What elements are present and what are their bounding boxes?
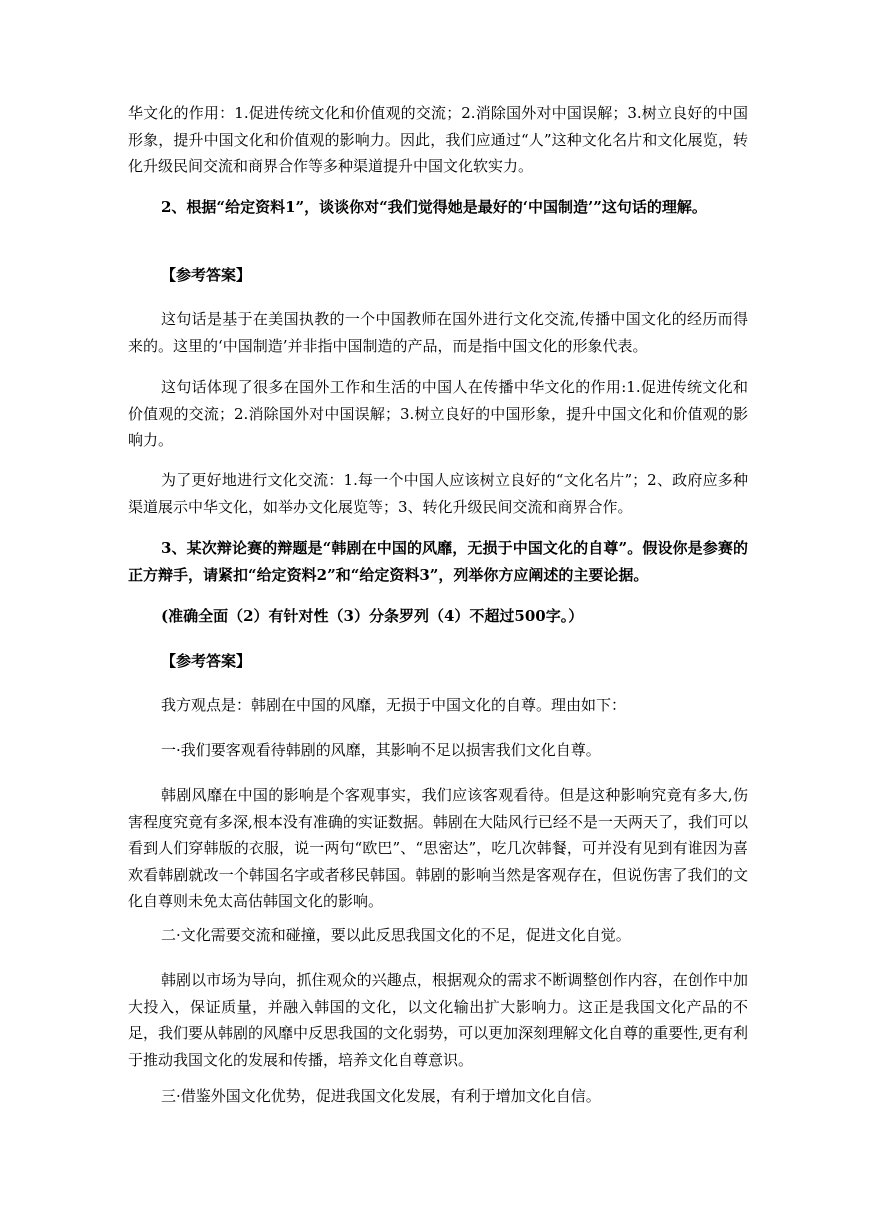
- answer-paragraph: 我方观点是：韩剧在中国的风靡，无损于中国文化的自尊。理由如下：: [161, 696, 627, 714]
- answer-paragraph: 韩剧以市场为导向，抓住观众的兴趣点，根据观众的需求不断调整创作内容，在创作中加大投入，保证质量，并融入韩国的文化，以文化输出扩大影响力。这正是我国文化产品的不足，我们要从韩剧的风靡中反思我国的文化弱势，可以更加深刻理解文化自尊的重要性,更有利于推动我国文化的发展和传播，培养文化自尊意识。: [128, 971, 748, 1069]
- answer-paragraph: 这句话体现了很多在国外工作和生活的中国人在传播中华文化的作用:1.促进传统文化和价值观的交流；2.消除国外对中国误解；3.树立良好的中国形象，提升中国文化和价值观的影响力。: [128, 378, 748, 449]
- argument-heading-1: 一·我们要客观看待韩剧的风靡，其影响不足以损害我们文化自尊。: [161, 741, 601, 759]
- argument-heading-3: 三·借鉴外国文化优势，促进我国文化发展，有利于增加文化自信。: [161, 1087, 601, 1105]
- answer-heading-1: 【参考答案】: [161, 266, 252, 284]
- answer-paragraph: 这句话是基于在美国执教的一个中国教师在国外进行文化交流,传播中国文化的经历而得来的。这里的‘中国制造’并非指中国制造的产品，而是指中国文化的形象代表。: [128, 310, 748, 355]
- paragraph-continuation: 华文化的作用：1.促进传统文化和价值观的交流；2.消除国外对中国误解；3.树立良好的中国形象，提升中国文化和价值观的影响力。因此，我们应通过“人”这种文化名片和文化展览，转化升级民间交流和商界合作等多种渠道提升中国文化软实力。: [128, 104, 748, 175]
- question-3: 3、某次辩论赛的辩题是“韩剧在中国的风靡，无损于中国文化的自尊”。假设你是参赛的正方辩手，请紧扣“给定资料2”和“给定资料3”，列举你方应阐述的主要论据。: [128, 539, 748, 584]
- question-2: 2、根据“给定资料1”，谈谈你对“我们觉得她是最好的‘中国制造’”这句话的理解。: [161, 198, 707, 216]
- argument-heading-2: 二·文化需要交流和碰撞，要以此反思我国文化的不足，促进文化自觉。: [161, 926, 631, 944]
- answer-heading-2: 【参考答案】: [161, 652, 252, 670]
- question-3-requirements: (准确全面（2）有针对性（3）分条罗列（4）不超过500字。）: [161, 607, 584, 625]
- answer-paragraph: 韩剧风靡在中国的影响是个客观事实，我们应该客观看待。但是这种影响究竟有多大,伤害程度究竟有多深,根本没有准确的实证数据。韩剧在大陆风行已经不是一天两天了，我们可以看到人们穿韩版的衣服，说一两句“欧巴”、“思密达”，吃几次韩餐，可并没有见到有谁因为喜欢看韩剧就改一个韩国名字或者移民韩国。韩剧的影响当然是客观存在，但说伤害了我们的文化自尊则未免太高估韩国文化的影响。: [128, 786, 748, 910]
- answer-paragraph: 为了更好地进行文化交流：1.每一个中国人应该树立良好的“文化名片”；2、政府应多种渠道展示中华文化，如举办文化展览等；3、转化升级民间交流和商界合作。: [128, 471, 748, 516]
